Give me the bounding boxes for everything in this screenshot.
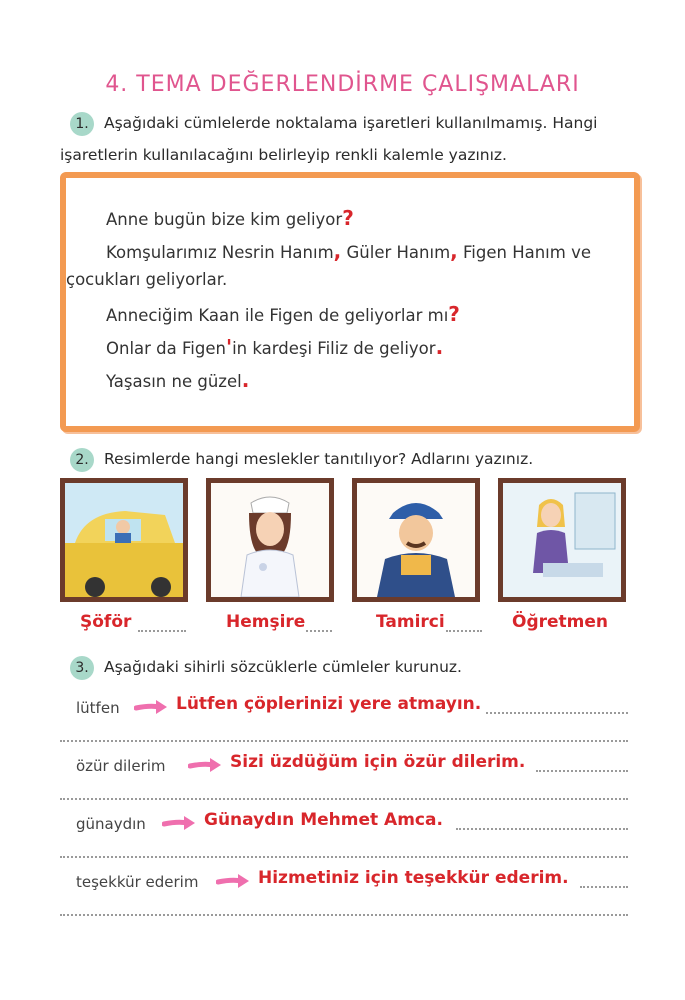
- answer-line: [446, 630, 482, 632]
- arrow-icon: [188, 755, 222, 775]
- writing-line: [60, 914, 628, 916]
- page-title: 4. TEMA DEĞERLENDİRME ÇALIŞMALARI: [105, 72, 580, 97]
- teacher-picture: [498, 478, 626, 602]
- example-sentence: Günaydın Mehmet Amca.: [204, 810, 443, 830]
- sentence-text: Anneciğim Kaan ile Figen de geliyorlar mı: [106, 306, 449, 325]
- question-2-instruction: Resimlerde hangi meslekler tanıtılıyor? Adlarını yazınız.: [104, 450, 534, 468]
- sentence-line-3: [66, 270, 227, 289]
- writing-line: [60, 798, 628, 800]
- writing-line: [486, 712, 628, 714]
- sentence-text: Yaşasın ne güzel: [106, 372, 242, 391]
- sentence-text: Onlar da Figen: [106, 339, 226, 358]
- sentence-text: çocukları geliyorlar.: [66, 270, 228, 289]
- sentence-line-6: [106, 368, 249, 392]
- example-sentence: Hizmetiniz için teşekkür ederim.: [258, 868, 569, 888]
- example-sentence: Lütfen çöplerinizi yere atmayın.: [176, 694, 482, 714]
- answer-teacher: Öğretmen: [512, 612, 609, 632]
- writing-line: [60, 740, 628, 742]
- writing-line: [580, 886, 628, 888]
- sentence-text: Figen Hanım ve: [457, 243, 591, 262]
- punctuation-mark: ': [225, 335, 233, 359]
- writing-line: [536, 770, 628, 772]
- sentence-text: in kardeşi Filiz de geliyor: [232, 339, 436, 358]
- sentence-line-2: [106, 239, 591, 263]
- answer-line: [306, 630, 332, 632]
- sentence-text: Komşularımız Nesrin Hanım: [106, 243, 334, 262]
- writing-line: [456, 828, 628, 830]
- magic-word: teşekkür ederim: [76, 873, 199, 891]
- arrow-icon: [216, 871, 250, 891]
- sentence-line-5: [106, 335, 443, 359]
- magic-word: lütfen: [76, 699, 120, 717]
- sentence-line-1: [106, 206, 354, 230]
- punctuation-mark: ,: [333, 239, 342, 263]
- mechanic-picture: [352, 478, 480, 602]
- answer-nurse: Hemşire: [226, 612, 306, 632]
- question-1-number: 1.: [70, 112, 94, 136]
- arrow-icon: [134, 697, 168, 717]
- punctuation-mark: ?: [342, 206, 354, 230]
- question-1-instruction-line1: Aşağıdaki cümlelerde noktalama işaretleri kullanılmamış. Hangi: [104, 114, 598, 132]
- arrow-icon: [162, 813, 196, 833]
- question-3-number: 3.: [70, 656, 94, 680]
- question-2-number: 2.: [70, 448, 94, 472]
- answer-mechanic: Tamirci: [376, 612, 445, 632]
- punctuation-box: [60, 172, 640, 432]
- driver-picture: [60, 478, 188, 602]
- nurse-picture: [206, 478, 334, 602]
- sentence-text: Güler Hanım: [341, 243, 451, 262]
- sentence-line-4: [106, 302, 460, 326]
- question-1-instruction-line2: işaretlerin kullanılacağını belirleyip renkli kalemle yazınız.: [60, 146, 507, 164]
- answer-line: [138, 630, 186, 632]
- punctuation-mark: .: [241, 368, 250, 392]
- punctuation-mark: ?: [448, 302, 460, 326]
- example-sentence: Sizi üzdüğüm için özür dilerim.: [230, 752, 526, 772]
- answer-driver: Şöför: [80, 612, 132, 632]
- writing-line: [60, 856, 628, 858]
- sentence-text: Anne bugün bize kim geliyor: [106, 210, 343, 229]
- punctuation-mark: ,: [450, 239, 458, 263]
- punctuation-mark: .: [435, 335, 444, 359]
- magic-word: özür dilerim: [76, 757, 166, 775]
- magic-word: günaydın: [76, 815, 146, 833]
- question-3-instruction: Aşağıdaki sihirli sözcüklerle cümleler kurunuz.: [104, 658, 462, 676]
